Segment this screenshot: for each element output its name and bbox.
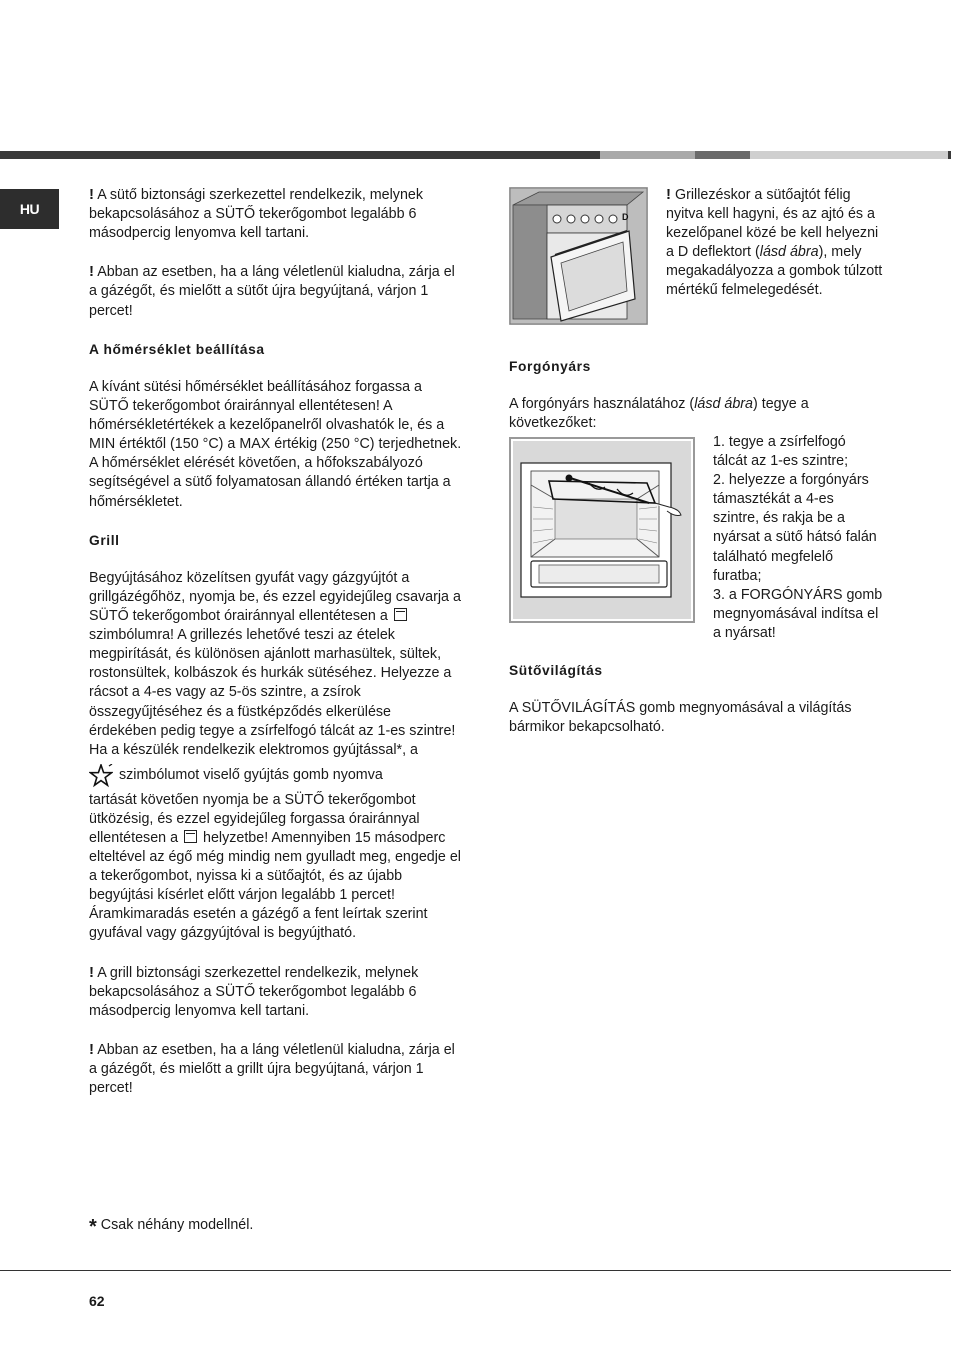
safety-note-oven: ! A sütő biztonsági szerkezettel rendelkezik, melynek bekapcsolásához a SÜTŐ tekerőgombot legalább 6 másodpercig lenyomva kell tartani. <box>89 186 423 242</box>
heading-temperature: A hőmérséklet beállítása <box>89 341 265 357</box>
grill-door-note: ! Grillezéskor a sütőajtót félig nyitva kell hagyni, és az ajtó és a kezelőpanel közé be kell helyezni a D deflektort (lásd ábra), mely megakadályozza a gombok túlzott mértékű felmelegedését. <box>666 186 883 299</box>
electric-ignition-intro: Ha a készülék rendelkezik elektromos gyújtással*, a <box>89 741 418 758</box>
flame-out-note-oven: ! Abban az esetben, ha a láng véletlenül kialudna, zárja el a gázégőt, és mielőtt a sütőt újra begyújtaná, várjon 1 percet! <box>89 263 455 319</box>
footnote-marker: * <box>89 1216 97 1238</box>
header-bar-mid-dark <box>695 151 750 159</box>
step-1: 1. tegye a zsírfelfogó tálcát az 1-es szintre; <box>713 434 849 470</box>
grill-symbol-icon <box>184 830 197 843</box>
footnote-text: Csak néhány modellnél. <box>100 1217 254 1233</box>
ignition-spark-icon <box>89 764 113 788</box>
footnote <box>89 1216 253 1239</box>
header-bar-end <box>948 151 951 159</box>
step-2: 2. helyezze a forgónyárs támasztékát a 4-es szintre, és rakja be a nyársat a sütő hátsó falán található megfelelő furatba; <box>713 472 877 584</box>
deflector-label: D <box>622 212 629 222</box>
rotisserie-intro: A forgónyárs használatához (lásd ábra) tegye a következőket: <box>509 396 809 432</box>
page-number: 62 <box>89 1293 105 1309</box>
electric-ignition-paragraph: tartását követően nyomja be a SÜTŐ tekerőgombot ütközésig, és ezzel egyidejűleg forgassa órairánnyal ellentétesen a helyzetbe! Amennyiben 15 másodperc elteltével az égő még mindig nem gyulladt meg, engedje el a tekerőgombot, nyissa ki a sütőajtót, és az újabb begyújtási kísérlet előtt várjon legalább 1 percet! Áramkimaradás esetén a gázégő a fent leírtak szerint gyufával vagy gázgyújtóval is begyújtható. <box>89 791 461 942</box>
ignition-symbol-row: szimbólumot viselő gyújtás gomb nyomva <box>89 764 462 788</box>
grill-paragraph: Begyújtásához közelítsen gyufát vagy gázgyújtót a grillgázégőhöz, nyomja be, és ezzel egyidejűleg csavarja a SÜTŐ tekerőgombot órairánnyal ellentétesen a szimbólumra! A grillezés lehetővé teszi az ételek megpirítását, és különösen ajánlott marhasültek, sültek, rostonsültek, kolbászok és hurkák sütéséhez. Helyezze a rácsot a 4-es vagy az 5-ös szintre, a zsírok összegyűjtéséhez és a füstképződés elkerülése érdekében pedig tegye a zsírfelfogó tálcát az 1-es szintre! <box>89 569 461 739</box>
rotisserie-figure <box>509 437 695 623</box>
temperature-paragraph: A kívánt sütési hőmérséklet beállításához forgassa a SÜTŐ tekerőgombot órairánnyal ellentétesen! A hőmérsékletértékek a kezelőpanelről olvashatók le, és a MIN értéktől (150 °C) a MAX értékig (250 °C) terjedhetnek. A hőmérséklet elérését követően, a hőfokszabályozó segítségével a sütő folyamatosan állandó értéken tartja a hőmérsékletet. <box>89 378 462 510</box>
header-bar-dark <box>0 151 600 159</box>
header-bar-light <box>750 151 948 159</box>
deflector-figure <box>509 187 648 325</box>
step-3: 3. a FORGÓNYÁRS gomb megnyomásával indítsa el a nyársat! <box>713 586 883 641</box>
rotisserie-steps <box>713 433 883 643</box>
header-bar-mid <box>600 151 695 159</box>
left-column <box>89 185 462 1117</box>
oven-light-paragraph: A SÜTŐVILÁGÍTÁS gomb megnyomásával a világítás bármikor bekapcsolható. <box>509 700 852 736</box>
rotisserie-section <box>509 357 884 433</box>
grill-symbol-icon <box>394 608 407 621</box>
heading-grill: Grill <box>89 532 120 548</box>
language-tab: HU <box>0 189 59 229</box>
heading-oven-light: Sütővilágítás <box>509 663 603 678</box>
oven-light-section <box>509 661 884 737</box>
safety-note-grill: ! A grill biztonsági szerkezettel rendelkezik, melynek bekapcsolásához a SÜTŐ tekerőgombot legalább 6 másodpercig lenyomva kell tartani. <box>89 963 419 1019</box>
heading-rotisserie: Forgónyárs <box>509 359 591 374</box>
bottom-rule <box>0 1270 951 1271</box>
flame-out-note-grill: ! Abban az esetben, ha a láng véletlenül kialudna, zárja el a gázégőt, és mielőtt a grillt újra begyújtaná, várjon 1 percet! <box>89 1041 455 1097</box>
